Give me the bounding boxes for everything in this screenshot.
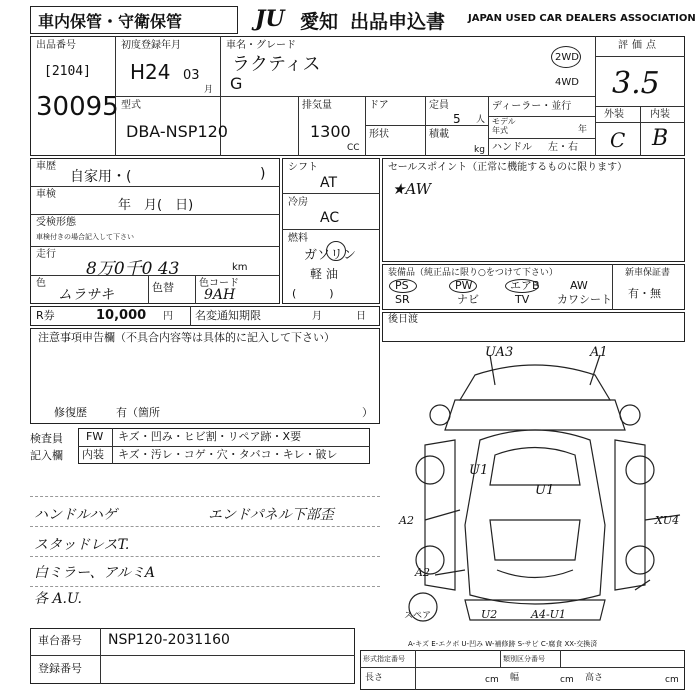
height-label: 高さ: [585, 673, 604, 683]
equipment-item-leather: カワシート: [557, 293, 612, 306]
inspector-interior-items: キズ・汚レ・コゲ・穴・タバコ・キレ・破レ: [118, 448, 338, 461]
equipment-item-aw: AW: [570, 279, 588, 292]
dealer-label: ディーラー・並行: [492, 101, 572, 112]
plate-label: 登録番号: [38, 662, 82, 675]
repair-label: 修復歴: [54, 406, 87, 419]
equipment-item-navi: ナビ: [457, 293, 479, 306]
inspector-label: 検査員記入欄: [30, 432, 63, 462]
inspector-interior-label: 内装: [82, 448, 104, 461]
ju-logo: JU: [255, 6, 285, 32]
ac-value: AC: [320, 210, 340, 226]
lot-number: 30095: [36, 92, 119, 122]
drive-4wd: 4WD: [555, 77, 579, 88]
mark-a4-u1: A4-U1: [531, 608, 566, 621]
mark-a2-left: A2: [399, 514, 414, 527]
mark-a2-lower: A2: [415, 566, 430, 579]
mark-u1-left: U1: [469, 463, 489, 478]
inspector-grid: [30, 428, 370, 464]
note-line-4: 各 A.U.: [34, 591, 82, 607]
registration-month-unit: 月: [204, 85, 214, 95]
repair-close: ）: [362, 406, 373, 419]
score-exterior-label: 外装: [604, 109, 624, 120]
warranty-options: 有・無: [628, 287, 661, 300]
width-label: 幅: [510, 673, 520, 683]
inspector-fw-items: キズ・凹み・ヒビ割・リペア跡・X要: [118, 430, 302, 443]
fuel-gasoline: ガソリン: [304, 248, 357, 263]
mark-ua3: UA3: [485, 345, 514, 360]
score-label: 評価点: [618, 40, 660, 51]
equipment-item-sr: SR: [395, 293, 410, 306]
capacity-unit: 人: [476, 115, 486, 125]
type-spec-label: 形式指定番号: [363, 655, 405, 663]
equipment-item-airbag: エアB: [510, 279, 540, 292]
width-unit: cm: [560, 675, 574, 685]
equipment-pw-circle: [449, 279, 477, 293]
load-unit: kg: [474, 145, 485, 155]
score-interior: B: [652, 126, 669, 151]
handle-label: ハンドル: [492, 142, 532, 153]
car-grade: G: [230, 74, 243, 93]
lot-bracket-code: [2104]: [44, 64, 91, 79]
warranty-label: 新車保証書: [625, 268, 671, 278]
displacement-label: 排気量: [302, 100, 332, 111]
displacement-unit: CC: [347, 143, 360, 153]
score-exterior: C: [610, 128, 626, 152]
usage-close: ): [260, 166, 266, 182]
recycle-unit: 円: [163, 311, 173, 322]
inspection-value: 年 月( 日): [118, 198, 194, 213]
diagram-marks: [385, 345, 685, 635]
note-line-1b: エンドパネル下部歪: [208, 507, 334, 523]
fuel-gasoline-circle: [326, 241, 346, 261]
recycle-label: R券: [36, 309, 55, 322]
spare-label: スペア: [404, 611, 432, 621]
class-label: 類別区分番号: [503, 655, 545, 663]
lot-label: 出品番号: [36, 40, 76, 51]
name-change-month: 月: [312, 311, 322, 322]
usage-value: 自家用・(: [70, 169, 132, 185]
defect-legend: A-キズ E-エクボ U-凹み W-補修跡 S-サビ C-腐食 XX-交換済: [408, 640, 598, 648]
mark-u2: U2: [481, 608, 498, 621]
sales-point-note: ★AW: [392, 180, 432, 198]
note-line-3: 白ミラー、アルミA: [34, 565, 155, 581]
note-line-2: スタッドレスT.: [34, 537, 130, 553]
drive-2wd: 2WD: [555, 52, 579, 63]
shape-label: 形状: [369, 129, 389, 140]
mark-xu4: XU4: [655, 514, 680, 527]
car-name: ラクティス: [232, 54, 321, 75]
chassis-label: 車台番号: [38, 634, 82, 647]
mark-a1: A1: [590, 345, 608, 360]
registration-era-year: H24: [130, 60, 171, 84]
door-label: ドア: [369, 100, 389, 111]
acceptance-label: 受検形態: [36, 217, 76, 228]
inspection-label: 車検: [36, 189, 56, 200]
shift-value: AT: [320, 175, 338, 191]
equipment-item-pw: PW: [455, 279, 473, 292]
mark-u1-center: U1: [535, 483, 555, 498]
equipment-item-ps: PS: [395, 279, 409, 292]
english-title: JAPAN USED CAR DEALERS ASSOCIATION: [468, 13, 696, 24]
installed-label: 後日渡: [388, 314, 418, 325]
equipment-ps-circle: [389, 279, 417, 293]
fuel-diesel: 軽 油: [310, 267, 338, 281]
year-unit: 年: [578, 125, 588, 135]
fuel-label: 燃料: [288, 233, 308, 244]
equipment-grid: [385, 280, 610, 308]
handwritten-notes: [30, 470, 380, 620]
color-code-label: 色コード: [199, 278, 239, 289]
recycle-amount: 10,000: [96, 308, 147, 323]
mileage-unit: km: [232, 262, 248, 273]
handle-options: 左・右: [548, 142, 578, 153]
storage-label: 車内保管・守衛保管: [38, 12, 183, 31]
color-label: 色: [36, 278, 46, 289]
registration-label: 初度登録年月: [121, 40, 181, 51]
sales-point-label: セールスポイント（正常に機能するものに限ります）: [388, 162, 628, 173]
inspector-fw-label: FW: [86, 430, 104, 443]
score-interior-label: 内装: [650, 109, 670, 120]
mileage-hand: 8万0千0 43: [86, 259, 180, 279]
shift-label: シフト: [288, 162, 318, 173]
capacity-label: 定員: [429, 100, 449, 111]
equipment-item-tv: TV: [515, 293, 530, 306]
name-change-day: 日: [356, 311, 366, 322]
load-label: 積載: [429, 129, 449, 140]
installed-block: [382, 312, 685, 342]
acceptance-note: 車検付きの場合記入して下さい: [36, 233, 134, 241]
repaint-label: 色替: [152, 281, 174, 294]
note-line-1: ハンドルハゲ: [34, 507, 118, 523]
form-title: 出品申込書: [350, 11, 446, 33]
length-label: 長さ: [365, 673, 384, 683]
name-change-label: 名変通知期限: [195, 309, 261, 322]
mileage-label: 走行: [36, 249, 56, 260]
equipment-airbag-circle: [505, 279, 539, 293]
declaration-label: 注意事項申告欄（不具合内容等は具体的に記入して下さい）: [38, 331, 335, 344]
type-label: 型式: [121, 100, 141, 111]
capacity-value: 5: [453, 112, 461, 126]
org-name: 愛知: [300, 11, 339, 33]
car-name-label: 車名・グレード: [226, 40, 296, 51]
equipment-label: 装備品（純正品に限り○をつけて下さい）: [388, 268, 558, 278]
color-code-value: 9AH: [204, 287, 236, 303]
chassis-number: NSP120-2031160: [108, 632, 230, 648]
drive-2wd-circle: [551, 46, 581, 68]
repair-value: 有（箇所: [116, 406, 160, 419]
registration-month: 03: [183, 68, 200, 83]
model-code: DBA-NSP120: [126, 122, 228, 141]
color-value: ムラサキ: [58, 287, 114, 303]
fuel-other: ( ): [292, 287, 334, 300]
score-value: 3.5: [612, 66, 660, 101]
usage-label: 車歴: [36, 161, 56, 172]
length-unit: cm: [485, 675, 499, 685]
ac-label: 冷房: [288, 197, 308, 208]
model-year-label: モデル 年式: [492, 117, 516, 135]
displacement: 1300: [310, 122, 351, 141]
height-unit: cm: [665, 675, 679, 685]
